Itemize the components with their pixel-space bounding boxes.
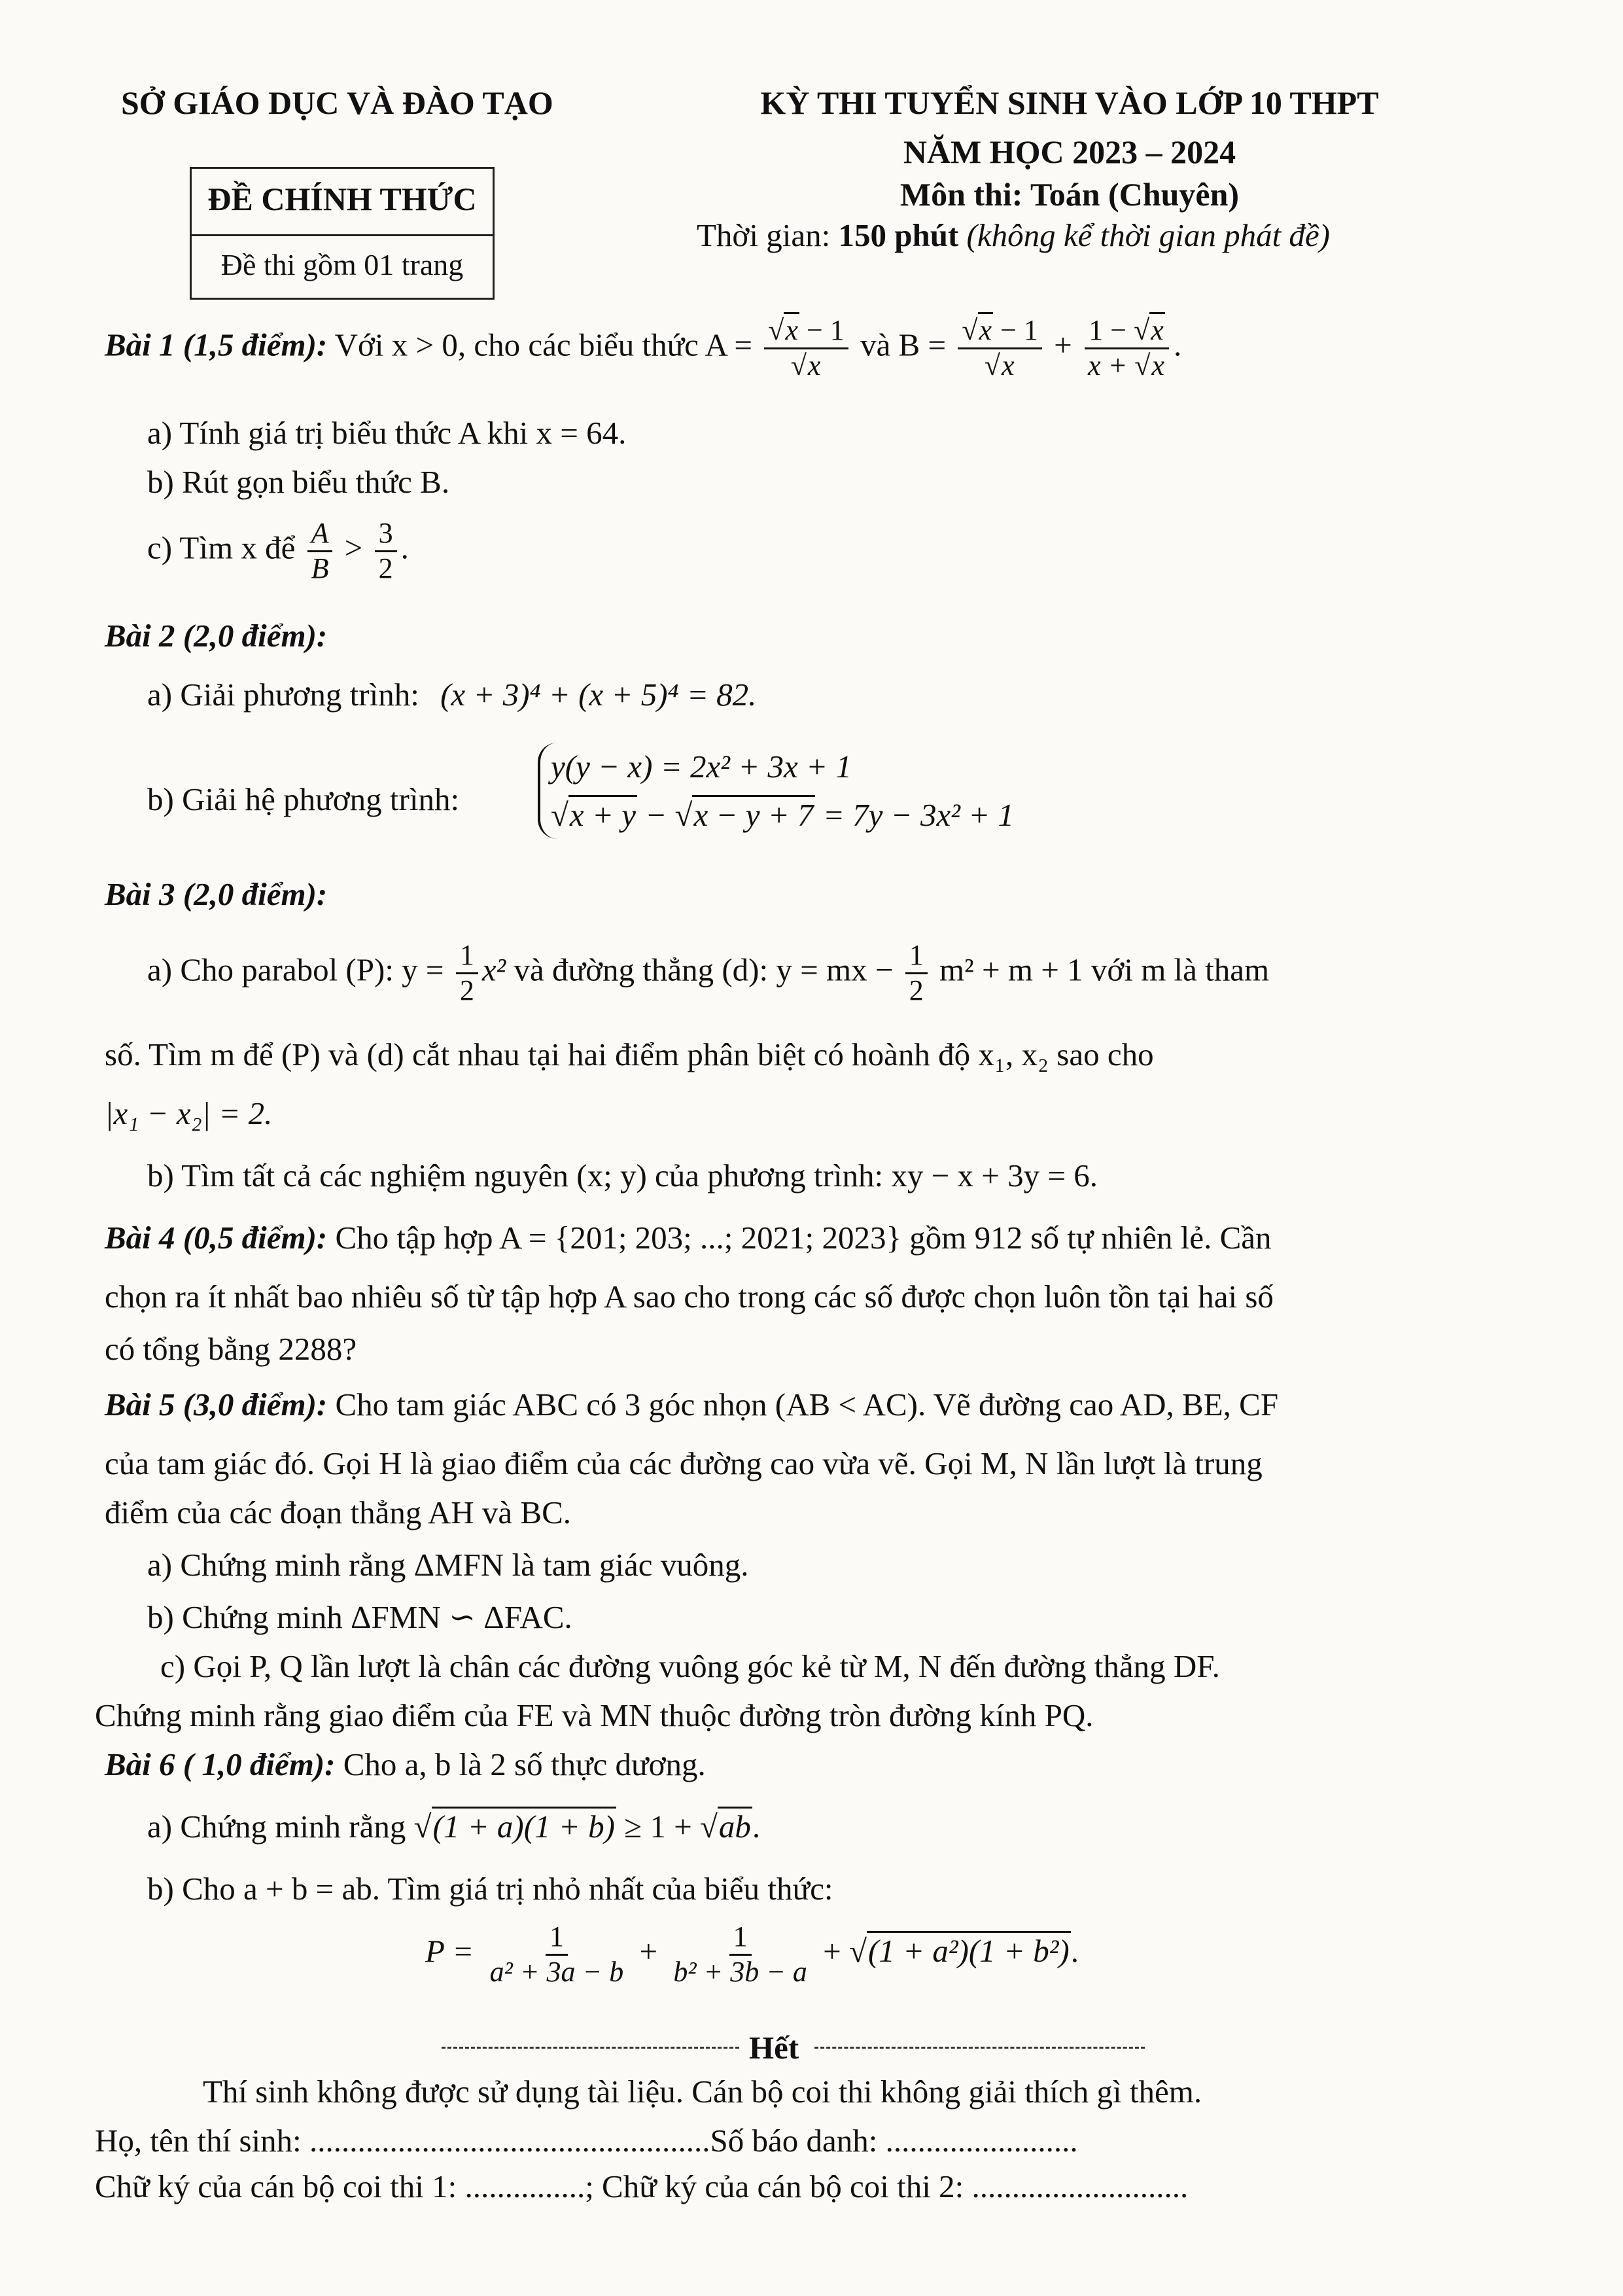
end-separator-right xyxy=(814,2047,1145,2049)
bai4-line1 xyxy=(105,1217,1272,1259)
bai1-a: a) Tính giá trị biểu thức A khi x = 64. xyxy=(147,415,627,451)
expr-b-fraction-1: $\frac{√x - 1}{√x}$ xyxy=(958,314,1042,382)
bai2-eq2: √x + y − √x − y + 7 = 7y − 3x² + 1 xyxy=(551,791,1014,839)
bai4-line2: chọn ra ít nhất bao nhiêu số từ tập hợp A sao cho trong các số được chọn luôn tồn tại hai số xyxy=(105,1279,1274,1315)
bai4-line3: có tổng bằng 2288? xyxy=(105,1331,357,1367)
exam-subject: Môn thi: Toán (Chuyên) xyxy=(899,176,1240,213)
bai5-line2: của tam giác đó. Gọi H là giao điểm của các đường cao vừa vẽ. Gọi M, N lần lượt là trung xyxy=(105,1445,1263,1481)
footer-note: Thí sinh không được sử dụng tài liệu. Cán bộ coi thi không giải thích gì thêm. xyxy=(203,2074,1202,2110)
bai1-intro: Với x > 0, cho các biểu thức A = xyxy=(327,327,761,363)
bai6-a-suffix: ≥ 1 + xyxy=(616,1809,700,1845)
bai6-a-prefix: a) Chứng minh rằng xyxy=(147,1809,414,1845)
bai2-a-label: a) Giải phương trình: xyxy=(147,677,419,713)
bai1-and: và B = xyxy=(860,327,954,363)
bai5-line1 xyxy=(105,1384,1278,1426)
bai6-intro: Cho a, b là 2 số thực dương. xyxy=(335,1746,706,1782)
p-term-1: $\frac{1}{\text{a² + 3a − b}}$ xyxy=(489,1920,624,1988)
expr-p: P = $\frac{1}{\text{a² + 3a − b}}$ + $\frac{1}{\text{b² + 3b − a}}$ + √(1 + a²)(1 + b²). xyxy=(425,1920,1079,1988)
bai1-c: c) Tìm x để $\frac{A}{B}$ > $\frac{3}{2}$ . xyxy=(147,517,409,584)
time-value: 150 phút xyxy=(838,217,959,253)
time-prefix: Thời gian: xyxy=(697,217,839,253)
exam-year: NĂM HỌC 2023 – 2024 xyxy=(903,133,1236,170)
bai5-c1: c) Gọi P, Q lần lượt là chân các đường vuông góc kẻ từ M, N đến đường thẳng DF. xyxy=(160,1648,1220,1684)
bai4-l1: Cho tập hợp A = {201; 203; ...; 2021; 2023} gồm 912 số tự nhiên lẻ. Cần xyxy=(327,1220,1272,1256)
bai2-title: Bài 2 (2,0 điểm): xyxy=(105,618,328,654)
bai3-a1: a) Cho parabol (P): y = xyxy=(147,951,444,988)
bai5-c2: Chứng minh rằng giao điểm của FE và MN thuộc đường tròn đường kính PQ. xyxy=(95,1697,1094,1733)
bai1-c-label: c) Tìm x để xyxy=(147,529,296,566)
bai3-a4: số. Tìm m để (P) và (d) cắt nhau tại hai điểm phân biệt có hoành độ x₁, x₂ sao cho xyxy=(105,1036,1154,1072)
bai6-line1 xyxy=(105,1744,706,1786)
bai2-a xyxy=(147,674,756,716)
p-term-3: √(1 + a²)(1 + b²) xyxy=(849,1931,1071,1969)
p-prefix: P = xyxy=(425,1933,474,1969)
dept-name: SỞ GIÁO DỤC VÀ ĐÀO TẠO xyxy=(121,84,553,121)
bai5-b: b) Chứng minh ΔFMN ∽ ΔFAC. xyxy=(147,1599,572,1635)
bai3-a-line1: a) Cho parabol (P): y = $\frac{1}{2}$ x² và đường thẳng (d): y = mx − $\frac{1}{2}$ m² + m + 1 với m là tham xyxy=(147,939,1270,1006)
bai2-b-system xyxy=(538,743,1014,839)
bai3-title: Bài 3 (2,0 điểm): xyxy=(105,876,328,912)
bai2-a-equation: (x + 3)⁴ + (x + 5)⁴ = 82. xyxy=(440,677,757,713)
bai2-b-label: b) Giải hệ phương trình: xyxy=(147,781,460,817)
bai6-title: Bài 6 ( 1,0 điểm): xyxy=(105,1746,336,1782)
time-note: (không kể thời gian phát đề) xyxy=(958,217,1331,253)
bai1-b: b) Rút gọn biểu thức B. xyxy=(147,464,450,500)
official-label: ĐỀ CHÍNH THỨC xyxy=(207,181,477,217)
three-halves: $\frac{3}{2}$ xyxy=(375,517,397,585)
bai5-a: a) Chứng minh rằng ΔMFN là tam giác vuông. xyxy=(147,1547,749,1583)
bai5-title: Bài 5 (3,0 điểm): xyxy=(105,1386,328,1422)
candidate-name-line: Họ, tên thí sinh: ..................................................Số báo danh: ........................ xyxy=(95,2123,1078,2159)
bai3-a3: m² + m + 1 với m là tham xyxy=(939,951,1270,988)
proctor-signature-line: Chữ ký của cán bộ coi thi 1: ...............; Chữ ký của cán bộ coi thi 2: ........................... xyxy=(95,2168,1189,2204)
bai3-a2: và đường thẳng (d): y = mx − xyxy=(514,951,894,988)
bai4-title: Bài 4 (0,5 điểm): xyxy=(105,1220,328,1256)
half-2: $\frac{1}{2}$ xyxy=(905,939,928,1007)
bai3-a5: |x₁ − x₂| = 2. xyxy=(105,1095,273,1131)
bai6-b: b) Cho a + b = ab. Tìm giá trị nhỏ nhất của biểu thức: xyxy=(147,1871,833,1907)
exam-time xyxy=(697,215,1330,256)
expr-b-fraction-2: $\frac{1 - √x}{x + √x}$ xyxy=(1084,314,1170,382)
ratio-ab: $\frac{A}{B}$ xyxy=(307,517,333,585)
bai2-eq1: y(y − x) = 2x² + 3x + 1 xyxy=(551,749,852,785)
bai1-title: Bài 1 (1,5 điểm): xyxy=(105,327,328,363)
end-marker: Hết xyxy=(749,2030,799,2066)
half-1: $\frac{1}{2}$ xyxy=(456,939,478,1007)
bai5-l1: Cho tam giác ABC có 3 góc nhọn (AB < AC). Vẽ đường cao AD, BE, CF xyxy=(327,1386,1279,1422)
expr-a-fraction: $\frac{√x - 1}{√x}$ xyxy=(764,314,848,382)
bai1-stem: Bài 1 (1,5 điểm): Với x > 0, cho các biểu thức A = $\frac{√x - 1}{√x}$ và B = $\frac{√x - 1}{√x}$ + $\frac{1 - √x}{x + √x}$ . xyxy=(105,314,1181,382)
exam-title: KỲ THI TUYỂN SINH VÀO LỚP 10 THPT xyxy=(760,84,1379,121)
bai5-line3: điểm của các đoạn thẳng AH và BC. xyxy=(105,1494,572,1530)
end-separator-left xyxy=(442,2047,739,2049)
bai3-b: b) Tìm tất cả các nghiệm nguyên (x; y) của phương trình: xy − x + 3y = 6. xyxy=(147,1157,1098,1193)
pages-label: Đề thi gồm 01 trang xyxy=(220,248,464,281)
bai6-a: a) Chứng minh rằng √(1 + a)(1 + b) ≥ 1 + √ab. xyxy=(147,1806,760,1848)
p-term-2: $\frac{1}{\text{b² + 3b − a}}$ xyxy=(673,1920,807,1988)
